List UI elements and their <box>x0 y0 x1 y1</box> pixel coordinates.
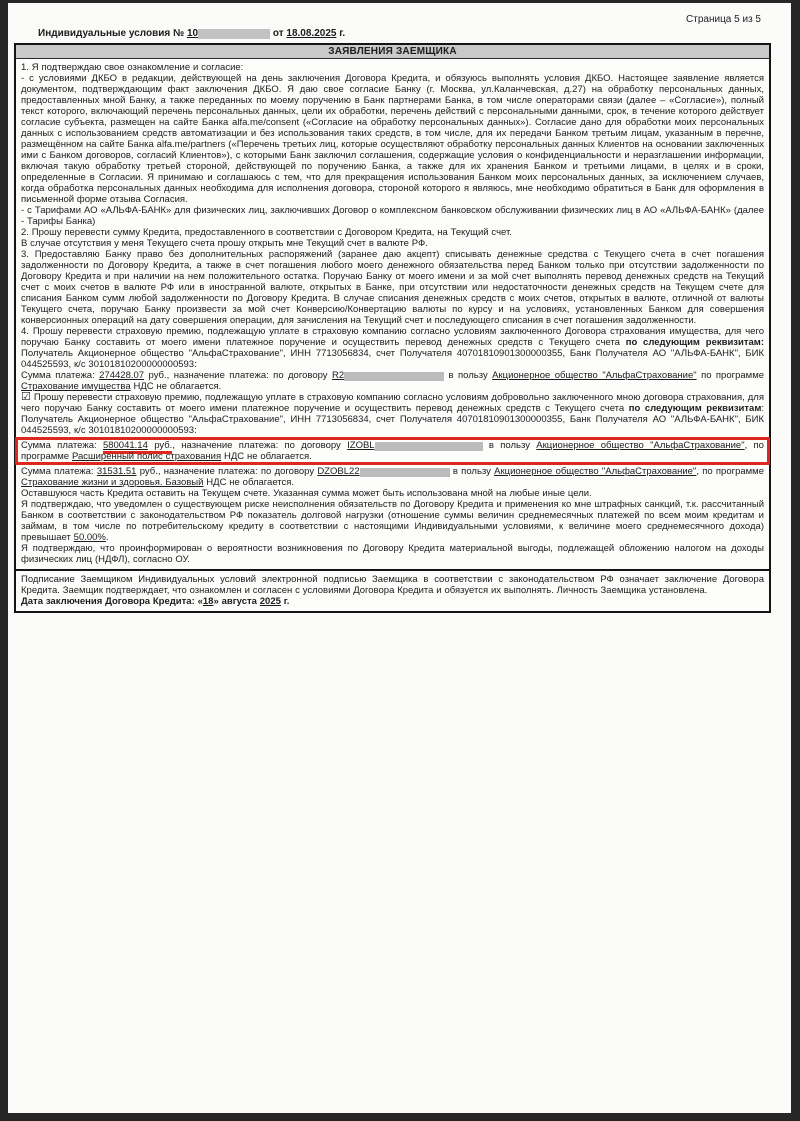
text-segment: , по программе <box>696 466 764 477</box>
text-segment: руб., назначение платежа: по договору <box>136 466 318 477</box>
text-segment: Акционерное общество "АльфаСтрахование" <box>494 466 697 477</box>
text-segment: IZOBL <box>347 440 375 451</box>
statement-remaining-credit <box>21 488 764 499</box>
signature-box-content <box>16 571 769 611</box>
statements-box-content <box>16 59 769 569</box>
text-segment: в пользу <box>482 440 537 451</box>
text-segment: 3. Предоставляю Банку право без дополнительных распоряжений (заранее даю акцепт) списывать денежные средства с Текущего счета в счет погашения задолженности по Договору Кредита, а также в счет погашения любого моего денежного обязательства перед Банком только при отсутствии задолженности по Договору Кредита и при наличии на нем положительного остатка. Поручаю Банку от моего имени и за мой счет выполнять перевод денежных средств на Текущий счет с моих счетов в валюте РФ или в иностранной валюте, открытых в Банке, при отсутствии или недостаточности денежных средств на Текущем счете для списания Банком сумм любой задолженности по Договору Кредита. В случае списания денежных средств с моих счетов, открытых в валюте, отличной от валюты Текущего счета, поручаю Банку произвести за мой счет Конверсию/Конвертацию валюты по курсу и на условиях, установленных Банком для совершения конверсионных операций на дату совершения операции, для зачисления на Текущий счет и последующего списания в счет погашения задолженности. <box>21 249 764 326</box>
text-segment: Расширенный полис страхования <box>71 451 222 462</box>
statement-4-property-insurance <box>21 326 764 370</box>
text-segment: R2 <box>331 370 345 381</box>
redaction-box <box>198 29 270 39</box>
text-segment: 1. Я подтверждаю свое ознакомление и согласие: <box>21 62 244 73</box>
page-number: Страница 5 из 5 <box>686 14 761 25</box>
text-segment: от <box>270 28 287 39</box>
text-segment: 2025 <box>259 596 281 607</box>
contract-date-line <box>21 596 764 607</box>
text-segment: - с условиями ДКБО в редакции, действующей на день заключения Договора Кредита, и обязуюсь выполнять условия ДКБО. Настоящее заявление является документом, подтверждающим факт заключения ДКБО. Я даю свое согласие Банку (г. Москва, ул.Каланчевская, д.27) на обработку персональных данных, предоставленных мной Банку, а также переданных по моему поручению в Банк партнерами Банка, в том числе операторами связи (далее – «Согласие»), полный текст которого, включающий перечень персональных данных, цели их обработки, перечень действий с персональными данными, срок, в течение которого действует согласие субъекта, размещен на сайте Банка alfa.me/consent («Согласие на обработку персональных данных»). Согласие дано для обработки моих персональных данных с использованием средств автоматизации и без использования таких средств, в том числе, для их передачи Банком третьим лицам, указанным в перечне, размещённом на сайте Банка alfa.me/partners («Перечень третьих лиц, которые осуществляют обработку персональных данных Клиентов на основании заключенных ими с Банком договоров, согласий Клиентов»), с которыми Банк заключил соглашения, содержащие условия о конфиденциальности и неразглашении информации, включая такую обработку третьей стороной, действующей по поручению Банка, а также для их хранения Банком и третьими лицами, в целях и в сроки, определенные в Согласии. Я принимаю и соглашаюсь с тем, что для прекращения использования Банком моих персональных данных, за исключением случаев, когда обработка персональных данных необходима для исполнения договора, стороной которого я являюсь, мне необходимо обратиться в Банк для оформления в письменной форме отзыва Согласия. <box>21 73 764 205</box>
text-segment: » августа <box>213 596 260 607</box>
text-segment: по следующим реквизитам <box>628 403 762 414</box>
payment-property-insurance <box>21 370 764 392</box>
text-segment: НДС не облагается. <box>130 381 222 392</box>
text-segment: Индивидуальные условия № <box>38 28 187 39</box>
statement-2-transfer <box>21 227 764 238</box>
redaction-box <box>360 468 450 477</box>
text-segment: Я подтверждаю, что уведомлен о существующем риске неисполнения обязательств по Договору Кредита и применения ко мне штрафных санкций, т.к. рассчитанный Банком в соответствии с законодательством РФ показатель долговой нагрузки (отношение суммы величин среднемесячных платежей по всем моим кредитам и займам, в том числе по потребительскому кредиту в соответствии с настоящими Индивидуальными условиями, к величине моего среднемесячного дохода) превышает <box>21 499 764 543</box>
document-title <box>38 28 771 39</box>
text-segment: руб., назначение платежа: по договору <box>144 370 332 381</box>
text-segment: Оставшуюся часть Кредита оставить на Текущем счете. Указанная сумма может быть использована мной на любые иные цели. <box>21 488 592 499</box>
text-segment: руб. <box>148 440 172 454</box>
redaction-box <box>344 372 444 381</box>
checkbox-checked-icon: ☑ <box>21 391 31 403</box>
text-segment: DZOBL22 <box>317 466 360 477</box>
text-segment: Прошу перевести страховую премию, подлежащую уплате в страховую компанию согласно условиям добровольно заключенного мною договора страхования, для чего поручаю Банку составить от моего имени платежное поручение и осуществить перевод денежных средств с Текущего счета <box>21 392 764 414</box>
text-segment: , по программе <box>21 440 764 462</box>
text-segment: Страхование жизни и здоровья. Базовый <box>21 477 204 488</box>
text-segment: Сумма платежа: <box>21 440 103 451</box>
text-segment: 4. Прошу перевести страховую премию, подлежащую уплате в страховую компанию согласно условиям заключенного Договора страхования имущества, для чего поручаю Банку составить от моего имени платежное поручение и осуществить перевод денежных средств с Текущего счета <box>21 326 764 348</box>
text-segment: В случае отсутствия у меня Текущего счета прошу открыть мне Текущий счет в валюте РФ. <box>21 238 428 249</box>
redaction-box <box>375 442 483 451</box>
text-segment: Акционерное общество "АльфаСтрахование" <box>536 440 745 451</box>
text-segment: г. <box>280 596 290 607</box>
statement-1-intro <box>21 62 764 73</box>
borrower-statements-box <box>14 43 771 571</box>
text-segment: 18 <box>202 596 214 607</box>
text-segment: 10 <box>186 28 199 39</box>
text-segment: Получатель Акционерное общество "АльфаСтрахование", ИНН 7713056834, счет Получателя 40701810901300000355, Банк Получателя АО "АЛЬФА-БАНК", БИК 044525593, к/с 30101810200000000593: <box>21 348 764 370</box>
text-segment: - с Тарифами АО «АЛЬФА-БАНК» для физических лиц, заключивших Договор о комплексном банковском обслуживании физических лиц в АО «АЛЬФА-БАНК» (далее - Тарифы Банка) <box>21 205 764 227</box>
text-segment: Страхование имущества <box>21 381 131 392</box>
text-segment: 2. Прошу перевести сумму Кредита, предоставленного в соответствии с Договором Кредита, на Текущий счет. <box>21 227 512 238</box>
document-page <box>8 3 791 1113</box>
statement-3-acceptance <box>21 249 764 326</box>
text-segment: в пользу <box>449 466 495 477</box>
payment-extended-policy-highlighted <box>21 440 764 462</box>
text-segment: 31531.51 <box>96 466 137 477</box>
statement-ndfl-notice <box>21 543 764 565</box>
statements-box-title: ЗАЯВЛЕНИЯ ЗАЕМЩИКА <box>16 45 769 59</box>
text-segment: 18.08.2025 <box>286 28 337 39</box>
text-segment: г. <box>336 28 346 39</box>
text-segment: , назначение платежа: по договору <box>172 440 348 451</box>
text-segment: Сумма платежа: <box>21 466 97 477</box>
text-segment: Я подтверждаю, что проинформирован о вероятности возникновения по Договору Кредита материальной выгоды, подлежащей обложению налогом на доходы физических лиц (НДФЛ), согласно ОУ. <box>21 543 764 565</box>
text-segment: Дата заключения Договора Кредита: « <box>21 596 203 607</box>
text-segment: НДС не облагается. <box>221 451 312 462</box>
text-segment: Акционерное общество "АльфаСтрахование" <box>492 370 697 381</box>
text-segment: НДС не облагается. <box>203 477 295 488</box>
text-segment: . <box>105 532 109 543</box>
statement-debt-load-warning <box>21 499 764 543</box>
text-segment: : Получатель Акционерное общество "АльфаСтрахование", ИНН 7713056834, счет Получателя 40701810901300000355, Банк Получателя АО "АЛЬФА-БАНК", БИК 044525593, к/с 30101810200000000593: <box>21 403 764 436</box>
text-segment: по следующим реквизитам: <box>625 337 764 348</box>
text-segment: по программе <box>696 370 765 381</box>
text-segment: 274428.07 <box>99 370 145 381</box>
signature-box <box>14 571 771 613</box>
text-segment: 50.00% <box>73 532 106 543</box>
text-segment: Сумма платежа: <box>21 370 100 381</box>
red-annotation-box <box>15 437 770 465</box>
statement-2-open-account <box>21 238 764 249</box>
payment-life-health-insurance <box>21 466 764 488</box>
statement-1-tariffs <box>21 205 764 227</box>
text-segment: в пользу <box>444 370 493 381</box>
text-segment: Подписание Заемщиком Индивидуальных условий электронной подписью Заемщика в соответствии с законодательством РФ означает заключение Договора Кредита. Заемщик подтверждает, что ознакомлен и согласен с условиями Договора Кредита и обязуется их выполнять. Личность Заемщика установлена. <box>21 574 764 596</box>
text-segment: 580041.14 <box>103 440 148 454</box>
signature-statement <box>21 574 764 596</box>
statement-voluntary-insurance <box>21 392 764 436</box>
statement-1-dkbo-consent <box>21 73 764 205</box>
